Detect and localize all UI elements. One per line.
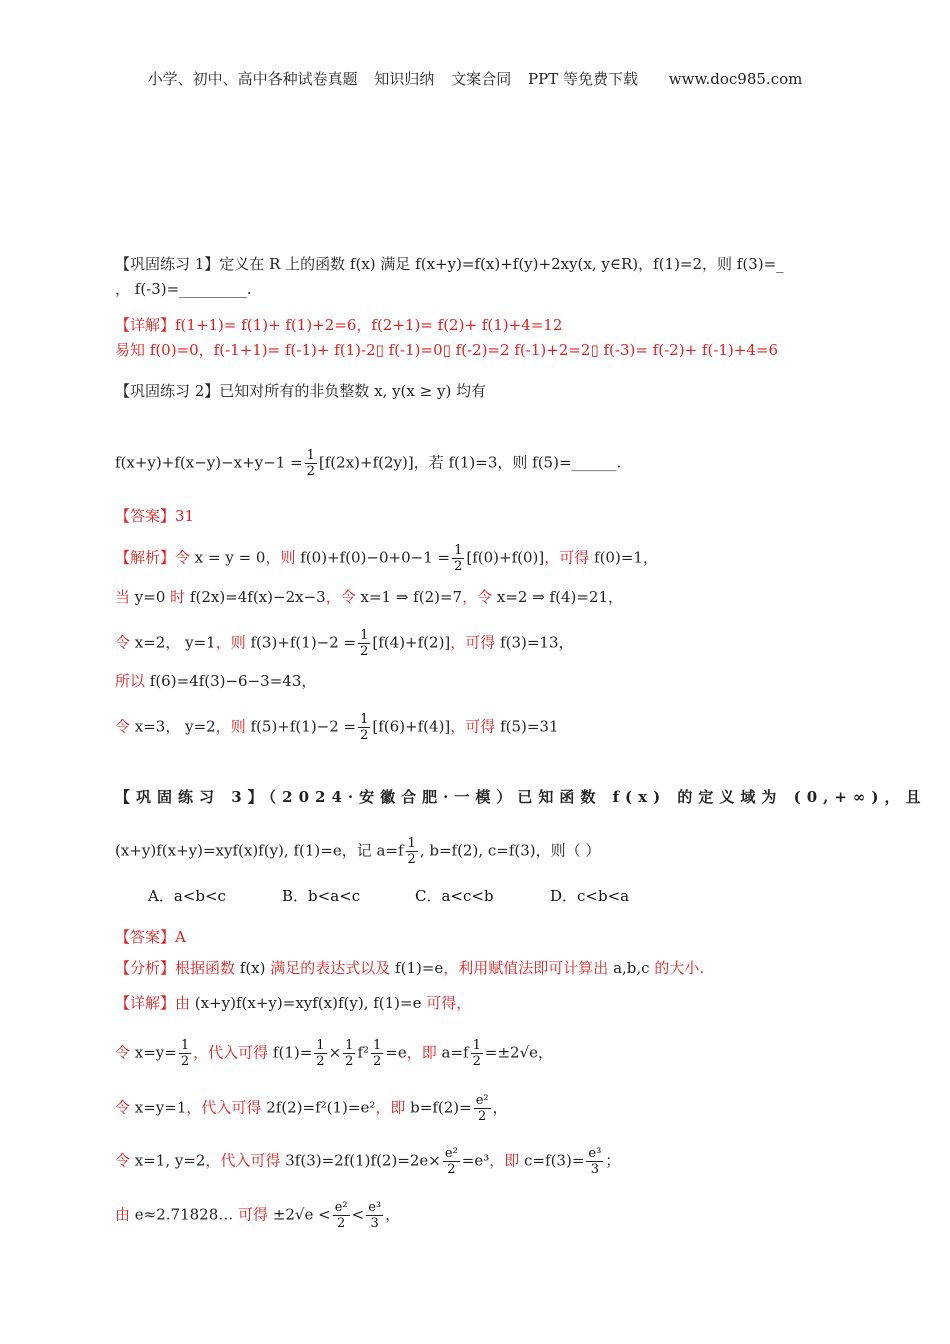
text-segment: x=y=1 xyxy=(134,1098,187,1117)
header-item: 小学、初中、高中各种试卷真题 xyxy=(147,70,358,88)
fraction xyxy=(371,1038,383,1069)
text-segment: 易知 f(0)=0，f(-1+1)= f(-1)+ f(1)-2▯ f(-1)=0▯ f(-2)=2 f(-1)+2=2▯ f(-3)= f(-2)+ f(-1)+4=6 xyxy=(115,341,778,359)
text-segment: ，即 xyxy=(406,1043,442,1062)
numerator: 1 xyxy=(373,1038,382,1053)
text-segment: f(6)=4f(3)−6−3=43， xyxy=(149,672,317,690)
text-segment: b=f(2)= xyxy=(410,1098,472,1117)
text-segment: ，令 xyxy=(325,588,361,606)
text-segment: 所以 xyxy=(115,672,150,690)
text-segment: ，可得 xyxy=(450,717,501,736)
denominator: 2 xyxy=(337,1216,346,1231)
text-segment: [f(4)+f(2)] xyxy=(372,633,451,652)
text-segment: f(0)+f(0)−0+0−1 = xyxy=(300,548,451,567)
text-segment: ； xyxy=(605,1151,621,1170)
text-segment: x = y = 0 xyxy=(194,548,266,567)
text-segment: ，令 xyxy=(462,588,497,606)
fraction xyxy=(358,628,370,659)
exercise-2-answer xyxy=(115,506,194,526)
text-segment: f(3)=13， xyxy=(500,633,574,652)
fraction xyxy=(586,1146,603,1177)
fraction xyxy=(452,543,464,574)
numerator: e³ xyxy=(368,1200,382,1215)
page-header xyxy=(0,68,950,89)
text-segment: f(0)=1， xyxy=(594,548,658,567)
text-segment: 【详解】由 xyxy=(115,994,195,1012)
text-segment: 令 xyxy=(115,1043,135,1062)
text-segment: f(1)=e xyxy=(395,959,444,977)
denominator: 2 xyxy=(360,728,369,743)
text-segment: ，代入可得 xyxy=(205,1151,286,1170)
text-segment: 满足的表达式以及 xyxy=(265,959,396,977)
numerator: 1 xyxy=(454,543,463,558)
text-segment: ，可得 xyxy=(450,633,501,652)
solution-line xyxy=(115,1038,553,1069)
exercise-3-question xyxy=(115,787,927,807)
text-segment: e≈2.71828… xyxy=(134,1205,234,1224)
numerator: 1 xyxy=(316,1038,325,1053)
text-segment: f(1)= xyxy=(272,1043,313,1062)
fraction xyxy=(406,836,418,867)
text-segment: 2f(2)=f²(1)=e² xyxy=(266,1098,376,1117)
fraction xyxy=(474,1093,491,1124)
text-segment: a,b,c xyxy=(613,959,650,977)
option-c: C．a<c<b xyxy=(415,887,494,905)
text-segment: f(x+y)+f(x−y)−x+y−1 = xyxy=(115,453,303,472)
exercise-2-question xyxy=(115,381,486,401)
text-segment: 【巩固练习 3】（2024·安徽合肥·一模）已知函数 f(x) 的定义域为 (0,+∞)，且 xyxy=(115,788,927,806)
solution-line xyxy=(115,671,316,691)
text-segment: 令 xyxy=(115,1151,135,1170)
text-segment: 可得 xyxy=(233,1205,273,1224)
text-segment: [f(0)+f(0)] xyxy=(466,548,545,567)
exercise-1-detail xyxy=(115,315,562,335)
text-segment: 【答案】31 xyxy=(115,507,195,525)
text-segment: 【分析】根据函数 xyxy=(115,959,240,977)
denominator: 2 xyxy=(472,1054,481,1069)
header-url: www.doc985.com xyxy=(668,70,803,88)
text-segment: x=1, y=2 xyxy=(134,1151,206,1170)
fraction xyxy=(305,448,317,479)
fraction xyxy=(358,712,370,743)
text-segment: ，代入可得 xyxy=(186,1098,267,1117)
numerator: 1 xyxy=(472,1038,481,1053)
text-segment: 【巩固练习 2】已知对所有的非负整数 x, y(x ≥ y) 均有 xyxy=(115,382,487,400)
text-segment: 令 xyxy=(115,717,135,736)
text-segment: ，则 xyxy=(215,717,251,736)
text-segment: × xyxy=(328,1043,342,1062)
text-segment: ， xyxy=(385,1205,401,1224)
text-segment: ，即 xyxy=(375,1098,411,1117)
header-item: 文案合同 xyxy=(451,70,512,88)
solution-line xyxy=(115,1093,508,1124)
text-segment: < xyxy=(351,1205,365,1224)
text-segment: ，则 xyxy=(265,548,301,567)
text-segment: ， xyxy=(492,1098,508,1117)
text-segment: y=0 xyxy=(134,588,166,606)
text-segment: ±2√e < xyxy=(272,1205,331,1224)
numerator: 1 xyxy=(407,836,416,851)
fraction xyxy=(471,1038,483,1069)
text-segment: 【解析】令 xyxy=(115,548,195,567)
exercise-3-answer xyxy=(115,927,186,947)
text-segment: c=f(3)= xyxy=(524,1151,585,1170)
text-segment: 【巩固练习 1】定义在 R 上的函数 f(x) 满足 f(x+y)=f(x)+f(y)+2xy(x, y∈R)，f(1)=2，则 f(3)=_ xyxy=(115,255,784,273)
text-segment: 可得， xyxy=(421,994,472,1012)
header-item: PPT 等免费下载 xyxy=(528,70,638,88)
numerator: e³ xyxy=(588,1146,602,1161)
text-segment: f² xyxy=(357,1043,370,1062)
denominator: 2 xyxy=(454,559,463,574)
text-segment: (x+y)f(x+y)=xyf(x)f(y), f(1)=e，记 a=f xyxy=(115,841,404,860)
text-segment: 令 xyxy=(115,1098,135,1117)
exercise-2-analysis xyxy=(115,543,658,574)
option-d: D．c<b<a xyxy=(550,887,630,905)
exercise-2-equation xyxy=(115,448,621,479)
numerator: e² xyxy=(444,1146,458,1161)
text-segment: ，则 xyxy=(215,633,251,652)
exercise-3-analysis xyxy=(115,958,704,978)
solution-line xyxy=(115,1146,620,1177)
denominator: 3 xyxy=(370,1216,379,1231)
denominator: 2 xyxy=(180,1054,190,1069)
text-segment: 当 xyxy=(115,588,135,606)
text-segment: 时 xyxy=(165,588,190,606)
denominator: 2 xyxy=(306,464,315,479)
exercise-3-detail xyxy=(115,993,471,1013)
denominator: 2 xyxy=(407,852,416,867)
text-segment: f(3)+f(1)−2 = xyxy=(250,633,357,652)
fraction xyxy=(179,1038,191,1069)
text-segment: , b=f(2), c=f(3)，则（ ） xyxy=(419,841,601,860)
text-segment: [f(6)+f(4)] xyxy=(372,717,451,736)
exercise-1-detail-cont xyxy=(115,340,778,360)
text-segment: x=1 ⇒ f(2)=7 xyxy=(360,588,463,606)
text-segment: f(2x)=4f(x)−2x−3 xyxy=(189,588,326,606)
text-segment: 【详解】f(1+1)= f(1)+ f(1)+2=6，f(2+1)= f(2)+ f(1)+4=12 xyxy=(115,316,563,334)
text-segment: f(5)+f(1)−2 = xyxy=(250,717,357,736)
denominator: 2 xyxy=(478,1109,487,1124)
fraction xyxy=(366,1200,383,1231)
text-segment: =e xyxy=(385,1043,407,1062)
denominator: 2 xyxy=(316,1054,325,1069)
text-segment: x=2 ⇒ f(4)=21， xyxy=(496,588,623,606)
text-segment: (x+y)f(x+y)=xyf(x)f(y), f(1)=e xyxy=(194,994,422,1012)
fraction xyxy=(333,1200,350,1231)
option-b: B．b<a<c xyxy=(282,887,361,905)
solution-line xyxy=(115,587,623,607)
text-segment: ，即 xyxy=(489,1151,525,1170)
fraction xyxy=(343,1038,355,1069)
text-segment: 令 xyxy=(115,633,135,652)
numerator: 1 xyxy=(360,712,369,727)
fraction xyxy=(314,1038,326,1069)
text-segment: f(5)=31 xyxy=(500,717,559,736)
denominator: 2 xyxy=(345,1054,354,1069)
text-segment: x=y= xyxy=(134,1043,177,1062)
text-segment: ，利用赋值法即可计算出 xyxy=(443,959,614,977)
text-segment: [f(2x)+f(2y)]，若 f(1)=3，则 f(5)=______. xyxy=(318,453,622,472)
text-segment: a=f xyxy=(441,1043,469,1062)
exercise-3-condition xyxy=(115,836,600,867)
numerator: 1 xyxy=(306,448,315,463)
text-segment: 3f(3)=2f(1)f(2)=2e× xyxy=(285,1151,441,1170)
numerator: 1 xyxy=(345,1038,354,1053)
numerator: e² xyxy=(475,1093,489,1108)
text-segment: 由 xyxy=(115,1205,135,1224)
fraction xyxy=(443,1146,460,1177)
numerator: 1 xyxy=(360,628,369,643)
text-segment: ，代入可得 xyxy=(193,1043,273,1062)
text-segment: 【答案】A xyxy=(115,928,186,946)
numerator: 1 xyxy=(180,1038,190,1053)
denominator: 2 xyxy=(373,1054,382,1069)
text-segment: =e³ xyxy=(461,1151,490,1170)
exercise-1-question-cont xyxy=(115,279,251,299)
denominator: 2 xyxy=(360,644,369,659)
denominator: 2 xyxy=(447,1162,456,1177)
solution-line xyxy=(115,628,574,659)
header-item: 知识归纳 xyxy=(374,70,435,88)
numerator: e² xyxy=(334,1200,348,1215)
text-segment: x=3， y=2 xyxy=(134,717,216,736)
text-segment: 的大小. xyxy=(649,959,705,977)
text-segment: f(x) xyxy=(239,959,266,977)
text-segment: x=2， y=1 xyxy=(134,633,216,652)
text-segment: =±2√e， xyxy=(484,1043,554,1062)
text-segment: ，可得 xyxy=(544,548,595,567)
solution-line xyxy=(115,1200,400,1231)
exercise-1-question xyxy=(115,254,784,274)
denominator: 3 xyxy=(590,1162,599,1177)
text-segment: ， f(-3)=_________. xyxy=(115,280,252,298)
solution-line xyxy=(115,712,559,743)
option-a: A．a<b<c xyxy=(148,887,226,905)
